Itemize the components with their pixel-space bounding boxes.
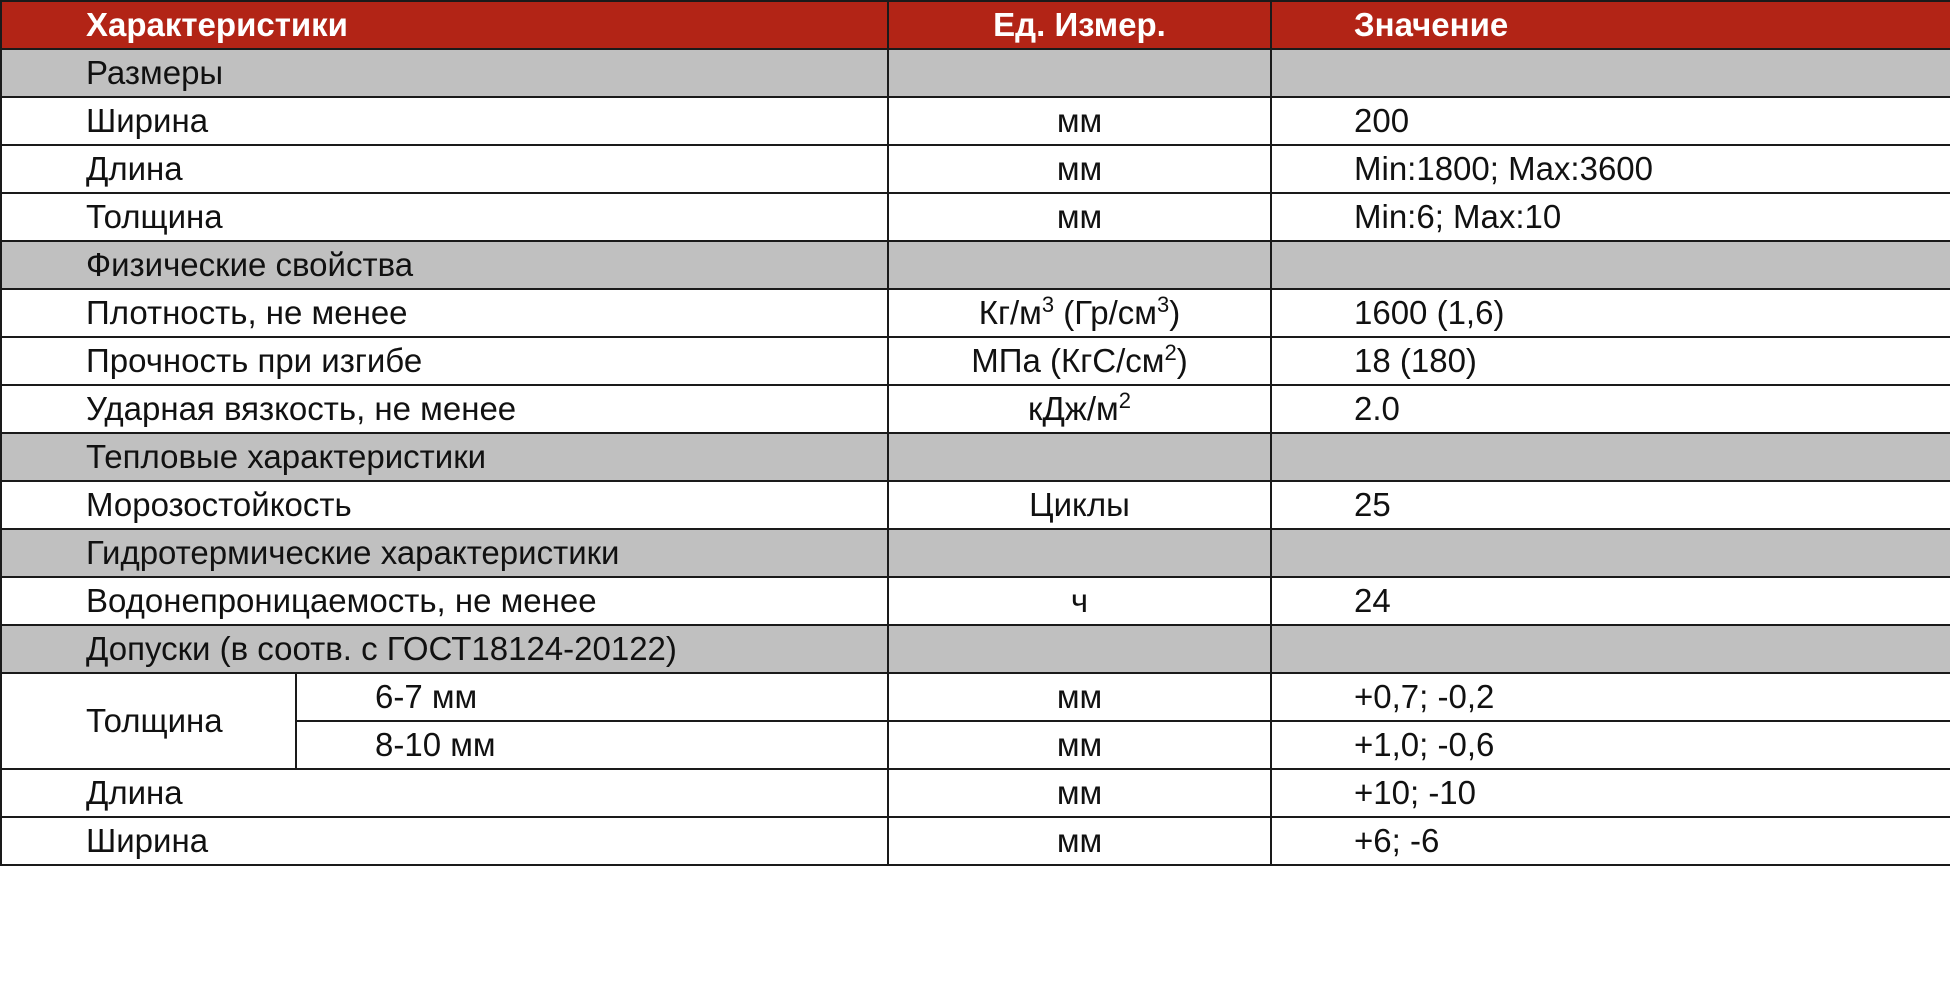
table-row xyxy=(1,817,1950,865)
row-name: Плотность, не менее xyxy=(1,289,888,337)
table-row xyxy=(1,289,1950,337)
section-row-dimensions xyxy=(1,49,1950,97)
section-title: Гидротермические характеристики xyxy=(1,529,888,577)
row-name: Длина xyxy=(1,145,888,193)
row-value: 200 xyxy=(1271,97,1950,145)
unit-part: (Гр/см xyxy=(1054,294,1157,331)
row-unit: мм xyxy=(888,769,1271,817)
unit-part: ) xyxy=(1176,342,1188,379)
row-name: Водонепроницаемость, не менее xyxy=(1,577,888,625)
section-title: Допуски (в соотв. с ГОСТ18124-20122) xyxy=(1,625,888,673)
row-unit xyxy=(888,385,1271,433)
row-value: Min:6; Max:10 xyxy=(1271,193,1950,241)
tolerance-range: 6-7 мм xyxy=(296,673,888,721)
row-unit: мм xyxy=(888,193,1271,241)
row-unit: мм xyxy=(888,817,1271,865)
row-unit xyxy=(888,337,1271,385)
table-row xyxy=(1,337,1950,385)
row-unit: мм xyxy=(888,97,1271,145)
section-unit-empty xyxy=(888,529,1271,577)
section-row-thermal xyxy=(1,433,1950,481)
row-unit: мм xyxy=(888,673,1271,721)
section-unit-empty xyxy=(888,49,1271,97)
row-unit: мм xyxy=(888,145,1271,193)
header-unit: Ед. Измер. xyxy=(888,1,1271,49)
section-row-physical xyxy=(1,241,1950,289)
row-value: +1,0; -0,6 xyxy=(1271,721,1950,769)
row-value: 2.0 xyxy=(1271,385,1950,433)
section-title: Тепловые характеристики xyxy=(1,433,888,481)
table-row xyxy=(1,481,1950,529)
table-row xyxy=(1,577,1950,625)
section-unit-empty xyxy=(888,241,1271,289)
section-value-empty xyxy=(1271,625,1950,673)
section-value-empty xyxy=(1271,49,1950,97)
unit-superscript: 2 xyxy=(1164,340,1177,365)
row-value: 1600 (1,6) xyxy=(1271,289,1950,337)
row-name: Ширина xyxy=(1,817,888,865)
section-value-empty xyxy=(1271,529,1950,577)
row-name: Прочность при изгибе xyxy=(1,337,888,385)
section-value-empty xyxy=(1271,241,1950,289)
table-row xyxy=(1,673,1950,721)
section-row-tolerances xyxy=(1,625,1950,673)
row-value: 24 xyxy=(1271,577,1950,625)
row-value: +6; -6 xyxy=(1271,817,1950,865)
unit-superscript: 3 xyxy=(1157,292,1170,317)
row-value: +0,7; -0,2 xyxy=(1271,673,1950,721)
tolerance-thickness-label: Толщина xyxy=(1,673,296,769)
unit-part: МПа (КгС/см xyxy=(971,342,1165,379)
unit-part: Кг/м xyxy=(978,294,1042,331)
section-unit-empty xyxy=(888,433,1271,481)
header-value: Значение xyxy=(1271,1,1950,49)
row-unit: мм xyxy=(888,721,1271,769)
table-row xyxy=(1,193,1950,241)
section-title: Физические свойства xyxy=(1,241,888,289)
table-row xyxy=(1,385,1950,433)
row-value: Min:1800; Max:3600 xyxy=(1271,145,1950,193)
section-value-empty xyxy=(1271,433,1950,481)
section-row-hydrothermal xyxy=(1,529,1950,577)
unit-superscript: 3 xyxy=(1041,292,1055,317)
header-characteristics: Характеристики xyxy=(1,1,888,49)
section-unit-empty xyxy=(888,625,1271,673)
row-value: +10; -10 xyxy=(1271,769,1950,817)
table-row xyxy=(1,145,1950,193)
unit-part: кДж/м xyxy=(1028,390,1119,427)
row-value: 18 (180) xyxy=(1271,337,1950,385)
header-row xyxy=(1,1,1950,49)
row-unit xyxy=(888,289,1271,337)
row-name: Ударная вязкость, не менее xyxy=(1,385,888,433)
unit-superscript: 2 xyxy=(1118,388,1131,413)
row-name: Толщина xyxy=(1,193,888,241)
row-unit: ч xyxy=(888,577,1271,625)
row-unit: Циклы xyxy=(888,481,1271,529)
row-value: 25 xyxy=(1271,481,1950,529)
section-title: Размеры xyxy=(1,49,888,97)
row-name: Морозостойкость xyxy=(1,481,888,529)
table-row xyxy=(1,769,1950,817)
table-row xyxy=(1,97,1950,145)
row-name: Ширина xyxy=(1,97,888,145)
row-name: Длина xyxy=(1,769,888,817)
tolerance-range: 8-10 мм xyxy=(296,721,888,769)
unit-part: ) xyxy=(1169,294,1181,331)
